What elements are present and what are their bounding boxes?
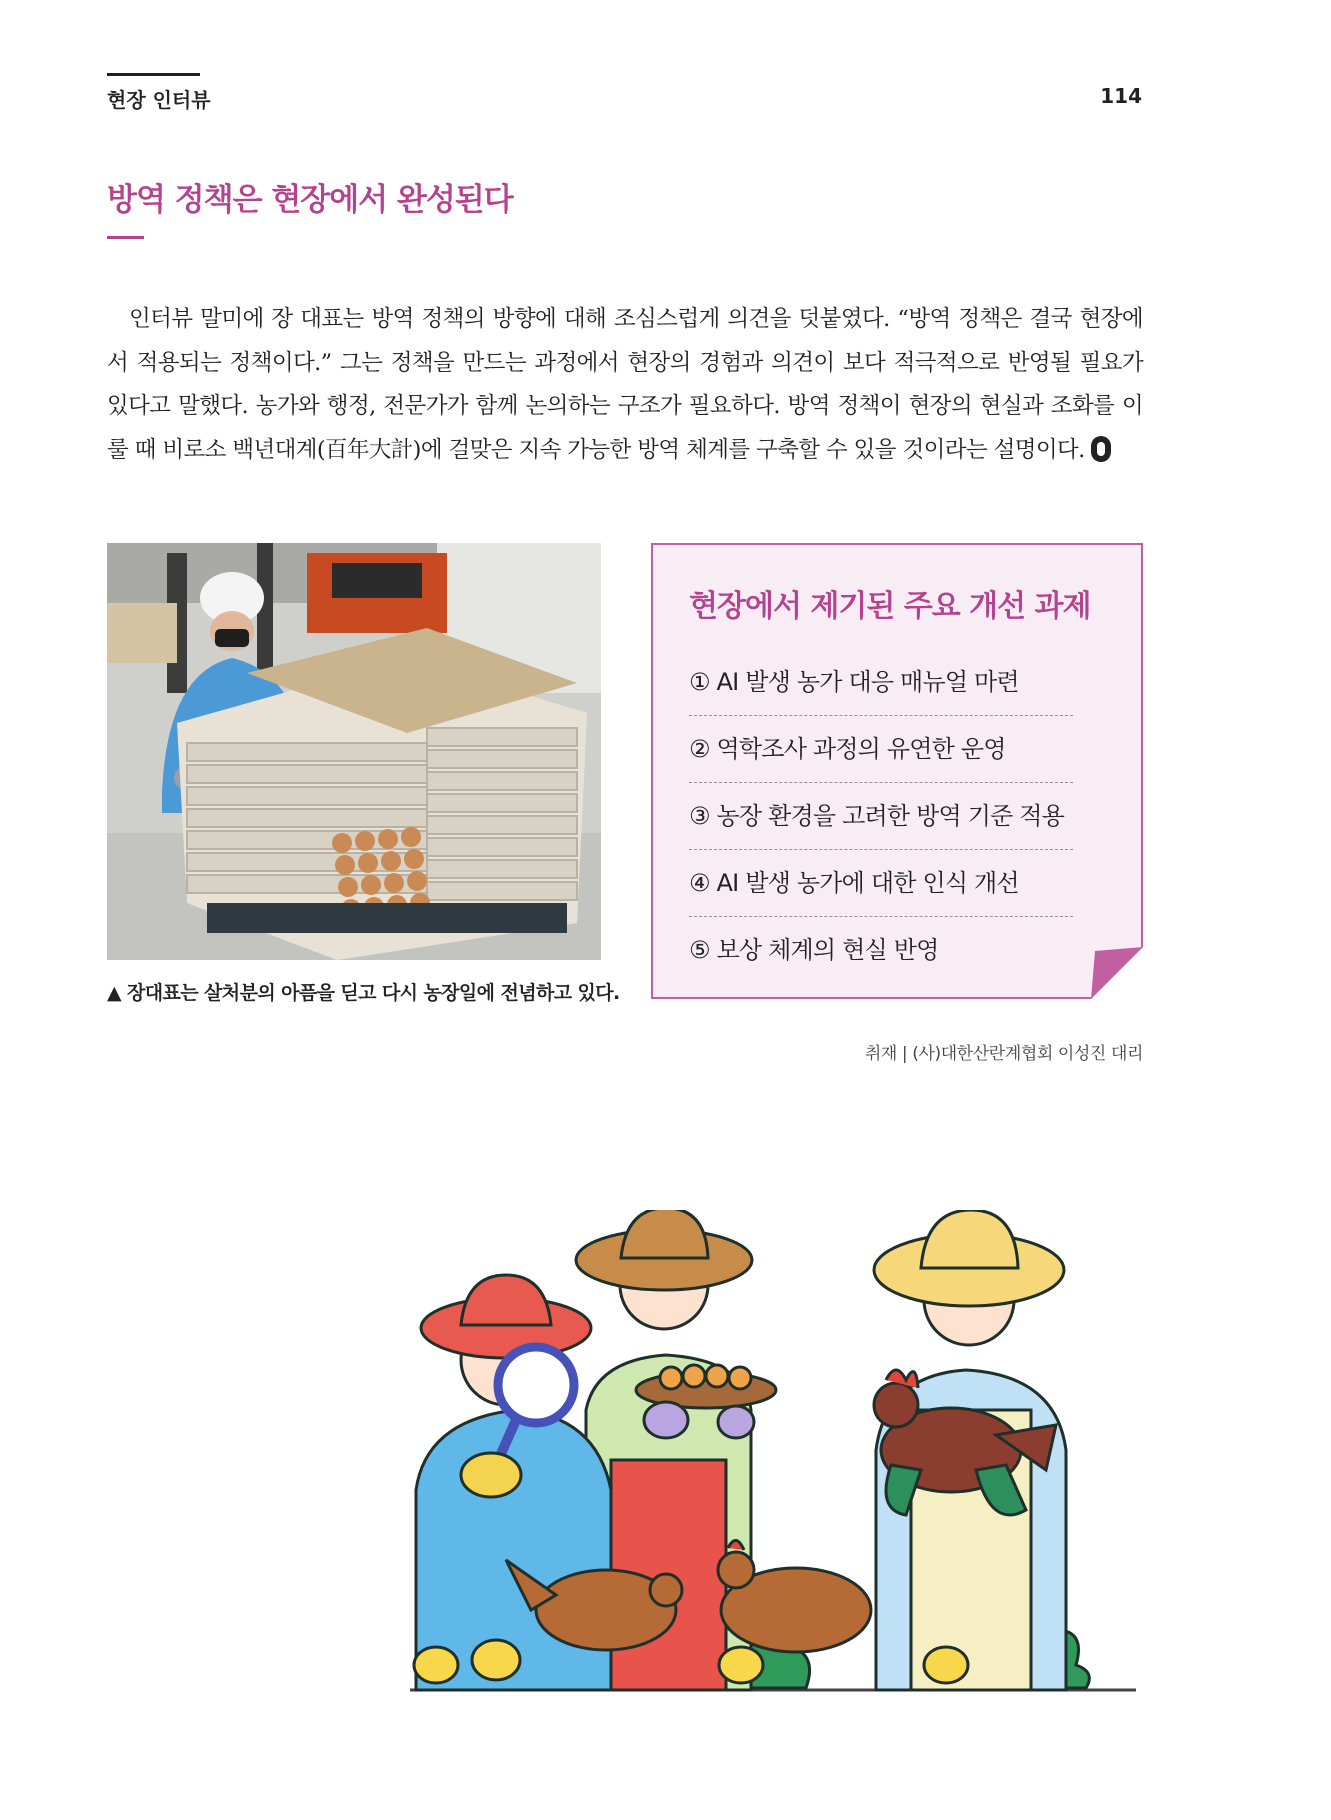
page-curl-corner (1091, 947, 1143, 999)
list-item: ④ AI 발생 농가에 대한 인식 개선 (689, 850, 1073, 917)
list-item: ⑤ 보상 체계의 현실 반영 (689, 936, 939, 964)
reporter-credit: 취재 | (사)대한산란계협회 이성진 대리 (864, 1044, 1143, 1064)
photo-caption: ▲ 장대표는 살처분의 아픔을 딛고 다시 농장일에 전념하고 있다. (107, 982, 620, 1004)
improvement-tasks-box (651, 543, 1143, 999)
list-item: ② 역학조사 과정의 유연한 운영 (689, 716, 1073, 783)
egg-farm-photo-image (107, 543, 601, 960)
article-title: 방역 정책은 현장에서 완성된다 (107, 182, 513, 218)
list-item: ③ 농장 환경을 고려한 방역 기준 적용 (689, 783, 1073, 850)
header-rule (107, 73, 200, 76)
list-item: ① AI 발생 농가 대응 매뉴얼 마련 (689, 649, 1073, 716)
article-body-text: 인터뷰 말미에 장 대표는 방역 정책의 방향에 대해 조심스럽게 의견을 덧붙였다. “방역 정책은 결국 현장에서 적용되는 정책이다.” 그는 정책을 만드는 과정에서 현장의 경험과 의견이 보다 적극적으로 반영될 필요가 있다고 말했다. 농가와 행정, 전문가가 함께 논의하는 구조가 필요하다. 방역 정책이 현장의 현실과 조화를 이룰 때 비로소 백년대계(百年大計)에 걸맞은 지속 가능한 방역 체계를 구축할 수 있을 것이라는 설명이다. (107, 306, 1143, 463)
end-of-article-icon (1091, 436, 1111, 462)
callout-title: 현장에서 제기된 주요 개선 과제 (689, 589, 1091, 624)
improvement-task-list (689, 649, 1073, 984)
title-underline (107, 236, 144, 239)
egg-farm-photo (107, 543, 601, 960)
section-label: 현장 인터뷰 (107, 88, 211, 112)
farmers-with-chickens-illustration (406, 1210, 1140, 1695)
page-number: 114 (1100, 84, 1142, 108)
article-body (107, 298, 1143, 472)
